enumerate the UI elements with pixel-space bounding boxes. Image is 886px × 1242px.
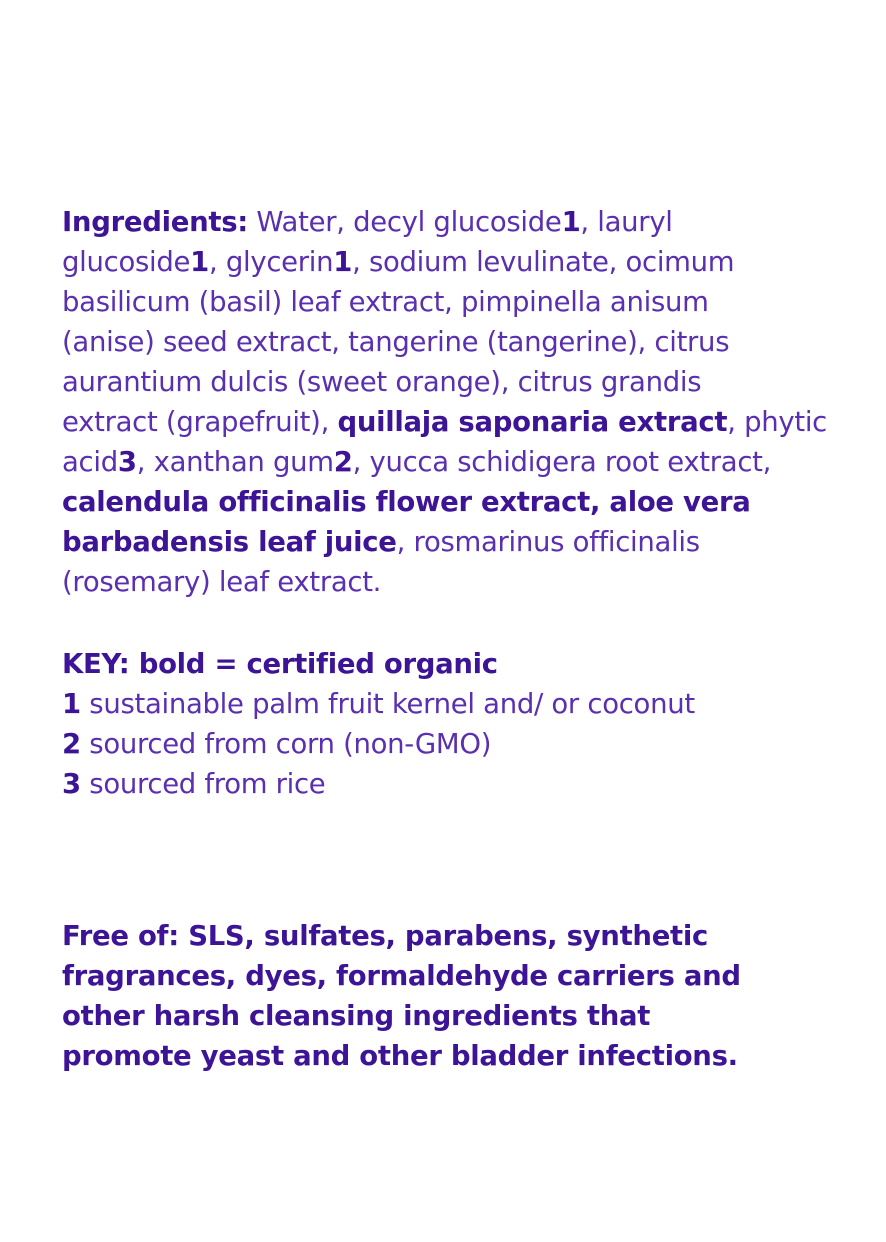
key-item-text: sourced from corn (non-GMO) [80, 728, 492, 760]
ingredients-heading: Ingredients: [62, 206, 248, 238]
ingredient-text: Water, decyl glucoside [247, 206, 562, 238]
footnote-marker: 2 [62, 728, 81, 760]
ingredient-text: , sodium levulinate, ocimum [352, 246, 735, 278]
footnote-marker: 1 [62, 688, 81, 720]
ingredient-text: , yucca schidigera root extract, [352, 446, 772, 478]
ingredients-line [62, 202, 862, 242]
ingredient-text: , phytic [727, 406, 827, 438]
free-of-line: fragrances, dyes, formaldehyde carriers and [62, 960, 741, 992]
ingredients-line [62, 242, 862, 282]
footnote-marker: 3 [62, 768, 81, 800]
footnote-marker: 1 [190, 246, 209, 278]
ingredient-text: , rosmarinus officinalis [396, 526, 700, 558]
ingredients-line: aurantium dulcis (sweet orange), citrus grandis [62, 366, 702, 398]
ingredients-paragraph [62, 202, 862, 602]
free-of-line: other harsh cleansing ingredients that [62, 1000, 651, 1032]
organic-ingredient: calendula officinalis flower extract, aloe vera [62, 486, 751, 518]
ingredient-text: , xanthan gum [136, 446, 334, 478]
organic-ingredient: quillaja saponaria extract [337, 406, 728, 438]
key-item-text: sustainable palm fruit kernel and/ or coconut [80, 688, 695, 720]
ingredients-line [62, 442, 862, 482]
ingredients-line: basilicum (basil) leaf extract, pimpinella anisum [62, 286, 709, 318]
ingredient-text: acid [62, 446, 118, 478]
ingredients-line: (rosemary) leaf extract. [62, 566, 382, 598]
key-item [62, 764, 842, 804]
ingredient-text: glucoside [62, 246, 191, 278]
footnote-marker: 1 [333, 246, 353, 278]
ingredient-text: , glycerin [208, 246, 334, 278]
organic-ingredient: barbadensis leaf juice [62, 526, 397, 558]
footnote-marker: 3 [117, 446, 137, 478]
key-legend [62, 644, 842, 804]
key-item-text: sourced from rice [80, 768, 326, 800]
ingredient-text: , lauryl [580, 206, 673, 238]
key-title: KEY: bold = certified organic [62, 648, 498, 680]
ingredients-line [62, 522, 862, 562]
free-of-line: Free of: SLS, sulfates, parabens, synthetic [62, 920, 709, 952]
key-item [62, 684, 842, 724]
ingredients-line [62, 402, 862, 442]
free-of-statement [62, 916, 782, 1076]
ingredient-text: extract (grapefruit), [62, 406, 338, 438]
key-item [62, 724, 842, 764]
footnote-marker: 1 [561, 206, 581, 238]
footnote-marker: 2 [333, 446, 353, 478]
ingredients-line: (anise) seed extract, tangerine (tangerine), citrus [62, 326, 730, 358]
free-of-line: promote yeast and other bladder infections. [62, 1040, 738, 1072]
